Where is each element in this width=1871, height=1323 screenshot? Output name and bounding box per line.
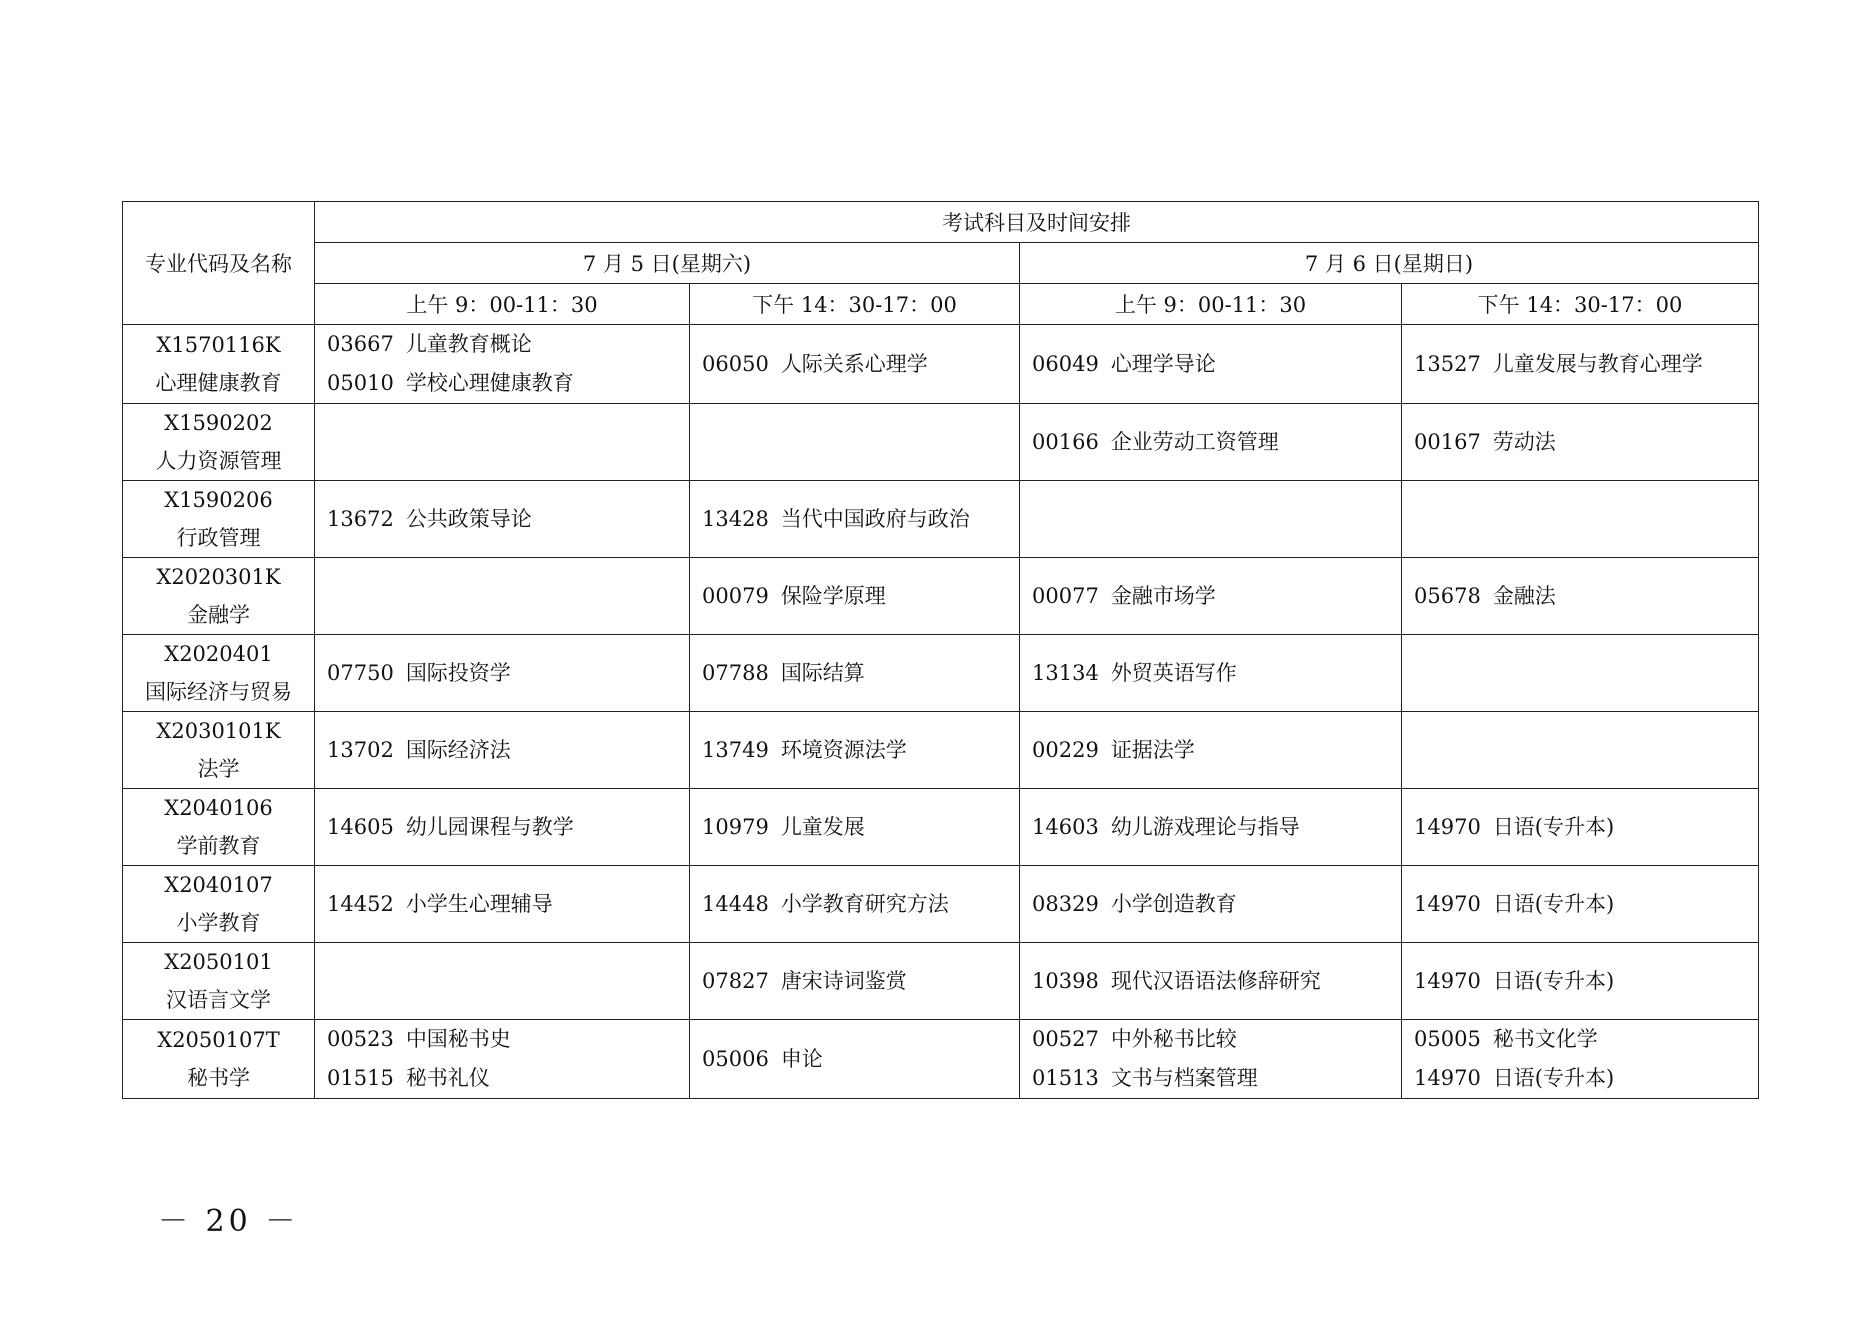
table-row [123, 481, 1759, 558]
course-cell-d2am [1020, 1020, 1402, 1099]
major-name: 汉语言文学 [166, 988, 271, 1012]
major-cell [123, 635, 315, 712]
course-name: 文书与档案管理 [1110, 1066, 1258, 1090]
course-name: 中国秘书史 [405, 1027, 511, 1051]
exam-schedule-table [122, 201, 1759, 1099]
course-code: 13672 [327, 506, 394, 531]
course-cell-d2pm [1402, 635, 1759, 712]
header-day1-am: 上午 9：00-11：30 [315, 284, 690, 325]
major-name: 国际经济与贸易 [145, 680, 292, 704]
course-entry [1414, 577, 1758, 616]
major-cell [123, 943, 315, 1020]
course-name: 金融法 [1492, 583, 1556, 608]
course-code: 10398 [1032, 968, 1099, 993]
header-day2: 7 月 6 日(星期日) [1020, 243, 1759, 284]
major-code: X2020301K [156, 565, 281, 589]
course-entry [327, 808, 689, 847]
course-cell-d1pm [690, 325, 1020, 404]
course-cell-d1pm [690, 635, 1020, 712]
course-name: 小学生心理辅导 [405, 891, 553, 916]
course-cell-d2pm [1402, 943, 1759, 1020]
course-name: 幼儿园课程与教学 [405, 814, 574, 839]
course-name: 心理学导论 [1110, 351, 1216, 376]
header-day2-pm: 下午 14：30-17：00 [1402, 284, 1759, 325]
course-code: 14970 [1414, 1066, 1481, 1090]
course-entry [1414, 423, 1758, 462]
course-entry [1032, 962, 1401, 1001]
table-row [123, 558, 1759, 635]
course-code: 14603 [1032, 814, 1099, 839]
course-entry [1032, 1059, 1401, 1098]
course-name: 日语(专升本) [1492, 814, 1615, 839]
course-code: 10979 [702, 814, 769, 839]
course-name: 国际投资学 [405, 660, 511, 685]
course-code: 00167 [1414, 429, 1481, 454]
course-entry [1032, 423, 1401, 462]
course-name: 小学创造教育 [1110, 891, 1237, 916]
course-name: 日语(专升本) [1492, 1066, 1615, 1090]
course-entry [1414, 885, 1758, 924]
major-cell [123, 789, 315, 866]
course-code: 00527 [1032, 1027, 1099, 1051]
course-code: 00166 [1032, 429, 1099, 454]
course-cell-d2pm [1402, 866, 1759, 943]
course-cell-d1am [315, 866, 690, 943]
course-name: 国际结算 [780, 660, 865, 685]
course-cell-d2am [1020, 635, 1402, 712]
course-code: 03667 [327, 332, 394, 356]
course-entry [1414, 1020, 1758, 1059]
major-code: X1570116K [156, 333, 281, 357]
course-code: 14452 [327, 891, 394, 916]
header-day1: 7 月 5 日(星期六) [315, 243, 1020, 284]
course-name: 小学教育研究方法 [780, 891, 949, 916]
header-schedule: 考试科目及时间安排 [315, 202, 1759, 243]
course-entry [327, 885, 689, 924]
table-row [123, 712, 1759, 789]
major-code: X2040107 [164, 873, 273, 897]
course-name: 日语(专升本) [1492, 891, 1615, 916]
table-row [123, 325, 1759, 404]
table-row [123, 1020, 1759, 1099]
course-name: 国际经济法 [405, 737, 511, 762]
major-cell [123, 404, 315, 481]
course-entry [1414, 962, 1758, 1001]
course-entry [1414, 1059, 1758, 1098]
major-code: X1590202 [164, 411, 273, 435]
course-cell-d2pm [1402, 789, 1759, 866]
course-cell-d2pm [1402, 404, 1759, 481]
course-name: 企业劳动工资管理 [1110, 429, 1279, 454]
course-name: 人际关系心理学 [780, 351, 928, 376]
course-cell-d1am [315, 558, 690, 635]
course-cell-d1am [315, 481, 690, 558]
course-cell-d1am [315, 943, 690, 1020]
major-name: 小学教育 [176, 911, 261, 935]
course-entry [1032, 345, 1401, 384]
course-cell-d2am [1020, 404, 1402, 481]
course-code: 01513 [1032, 1066, 1099, 1090]
course-code: 14970 [1414, 968, 1481, 993]
course-cell-d2pm [1402, 325, 1759, 404]
course-name: 幼儿游戏理论与指导 [1110, 814, 1300, 839]
course-entry [702, 885, 1019, 924]
course-cell-d1pm [690, 789, 1020, 866]
course-cell-d1am [315, 789, 690, 866]
course-cell-d1pm [690, 481, 1020, 558]
table-row [123, 635, 1759, 712]
course-code: 14970 [1414, 814, 1481, 839]
major-name: 学前教育 [176, 834, 261, 858]
major-cell [123, 1020, 315, 1099]
table-row [123, 943, 1759, 1020]
course-entry [1032, 808, 1401, 847]
course-code: 13749 [702, 737, 769, 762]
course-name: 儿童发展与教育心理学 [1492, 351, 1703, 376]
course-cell-d1pm [690, 558, 1020, 635]
course-code: 13428 [702, 506, 769, 531]
course-code: 08329 [1032, 891, 1099, 916]
course-cell-d1pm [690, 866, 1020, 943]
major-cell [123, 481, 315, 558]
course-entry [327, 731, 689, 770]
major-name: 心理健康教育 [155, 371, 282, 395]
course-code: 05006 [702, 1046, 769, 1071]
major-name: 秘书学 [187, 1066, 250, 1090]
course-cell-d2am [1020, 558, 1402, 635]
course-entry [702, 345, 1019, 384]
course-cell-d2am [1020, 325, 1402, 404]
course-name: 劳动法 [1492, 429, 1556, 454]
course-entry [1032, 731, 1401, 770]
course-name: 当代中国政府与政治 [780, 506, 970, 531]
course-code: 00079 [702, 583, 769, 608]
course-name: 秘书文化学 [1492, 1027, 1598, 1051]
course-entry [327, 1020, 689, 1059]
course-name: 秘书礼仪 [405, 1066, 490, 1090]
course-cell-d2pm [1402, 1020, 1759, 1099]
table-row [123, 789, 1759, 866]
course-name: 儿童发展 [780, 814, 865, 839]
course-code: 05005 [1414, 1027, 1481, 1051]
course-code: 07788 [702, 660, 769, 685]
major-name: 人力资源管理 [155, 449, 282, 473]
course-code: 01515 [327, 1066, 394, 1090]
course-entry [702, 1040, 1019, 1079]
course-cell-d1pm [690, 1020, 1020, 1099]
major-code: X2050101 [164, 950, 273, 974]
major-code: X2050107T [157, 1028, 280, 1052]
major-cell [123, 712, 315, 789]
course-cell-d1pm [690, 943, 1020, 1020]
course-code: 13134 [1032, 660, 1099, 685]
course-code: 06050 [702, 351, 769, 376]
course-cell-d1pm [690, 712, 1020, 789]
major-cell [123, 866, 315, 943]
course-name: 环境资源法学 [780, 737, 907, 762]
course-entry [1414, 345, 1758, 384]
schedule-body [123, 325, 1759, 1099]
course-cell-d2am [1020, 943, 1402, 1020]
header-major: 专业代码及名称 [123, 202, 315, 325]
major-name: 金融学 [187, 603, 250, 627]
course-entry [702, 808, 1019, 847]
course-entry [702, 731, 1019, 770]
course-code: 05678 [1414, 583, 1481, 608]
course-name: 唐宋诗词鉴赏 [780, 968, 907, 993]
table-row [123, 866, 1759, 943]
course-entry [327, 364, 689, 403]
course-cell-d2am [1020, 866, 1402, 943]
course-code: 13702 [327, 737, 394, 762]
course-code: 07827 [702, 968, 769, 993]
course-code: 14605 [327, 814, 394, 839]
major-name: 行政管理 [176, 526, 261, 550]
major-code: X1590206 [164, 488, 273, 512]
course-name: 证据法学 [1110, 737, 1195, 762]
course-cell-d1am [315, 325, 690, 404]
course-cell-d2am [1020, 481, 1402, 558]
course-entry [327, 1059, 689, 1098]
header-day1-pm: 下午 14：30-17：00 [690, 284, 1020, 325]
course-name: 学校心理健康教育 [405, 371, 574, 395]
major-name: 法学 [197, 757, 240, 781]
course-name: 现代汉语语法修辞研究 [1110, 968, 1321, 993]
course-code: 07750 [327, 660, 394, 685]
course-cell-d1pm [690, 404, 1020, 481]
course-cell-d1am [315, 1020, 690, 1099]
course-cell-d1am [315, 712, 690, 789]
course-code: 00523 [327, 1027, 394, 1051]
course-code: 00229 [1032, 737, 1099, 762]
course-cell-d2pm [1402, 481, 1759, 558]
course-cell-d2pm [1402, 712, 1759, 789]
course-entry [702, 500, 1019, 539]
major-cell [123, 558, 315, 635]
course-cell-d1am [315, 404, 690, 481]
major-code: X2020401 [164, 642, 273, 666]
major-cell [123, 325, 315, 404]
course-entry [1032, 577, 1401, 616]
major-code: X2030101K [156, 719, 281, 743]
course-entry [327, 654, 689, 693]
course-name: 金融市场学 [1110, 583, 1216, 608]
course-entry [1414, 808, 1758, 847]
course-name: 申论 [780, 1046, 823, 1071]
course-entry [702, 654, 1019, 693]
course-code: 14448 [702, 891, 769, 916]
course-name: 保险学原理 [780, 583, 886, 608]
course-name: 外贸英语写作 [1110, 660, 1237, 685]
course-code: 00077 [1032, 583, 1099, 608]
course-entry [1032, 654, 1401, 693]
course-cell-d2am [1020, 789, 1402, 866]
course-code: 06049 [1032, 351, 1099, 376]
course-entry [327, 500, 689, 539]
course-code: 05010 [327, 371, 394, 395]
header-day2-am: 上午 9：00-11：30 [1020, 284, 1402, 325]
course-name: 中外秘书比较 [1110, 1027, 1237, 1051]
course-cell-d2am [1020, 712, 1402, 789]
page-number: － 20 － [158, 1204, 300, 1239]
course-entry [1032, 1020, 1401, 1059]
course-code: 14970 [1414, 891, 1481, 916]
course-entry [702, 962, 1019, 1001]
major-code: X2040106 [164, 796, 273, 820]
course-cell-d2pm [1402, 558, 1759, 635]
course-name: 公共政策导论 [405, 506, 532, 531]
course-entry [1032, 885, 1401, 924]
table-row [123, 404, 1759, 481]
course-cell-d1am [315, 635, 690, 712]
course-entry [327, 325, 689, 364]
course-name: 儿童教育概论 [405, 332, 532, 356]
course-code: 13527 [1414, 351, 1481, 376]
course-name: 日语(专升本) [1492, 968, 1615, 993]
course-entry [702, 577, 1019, 616]
